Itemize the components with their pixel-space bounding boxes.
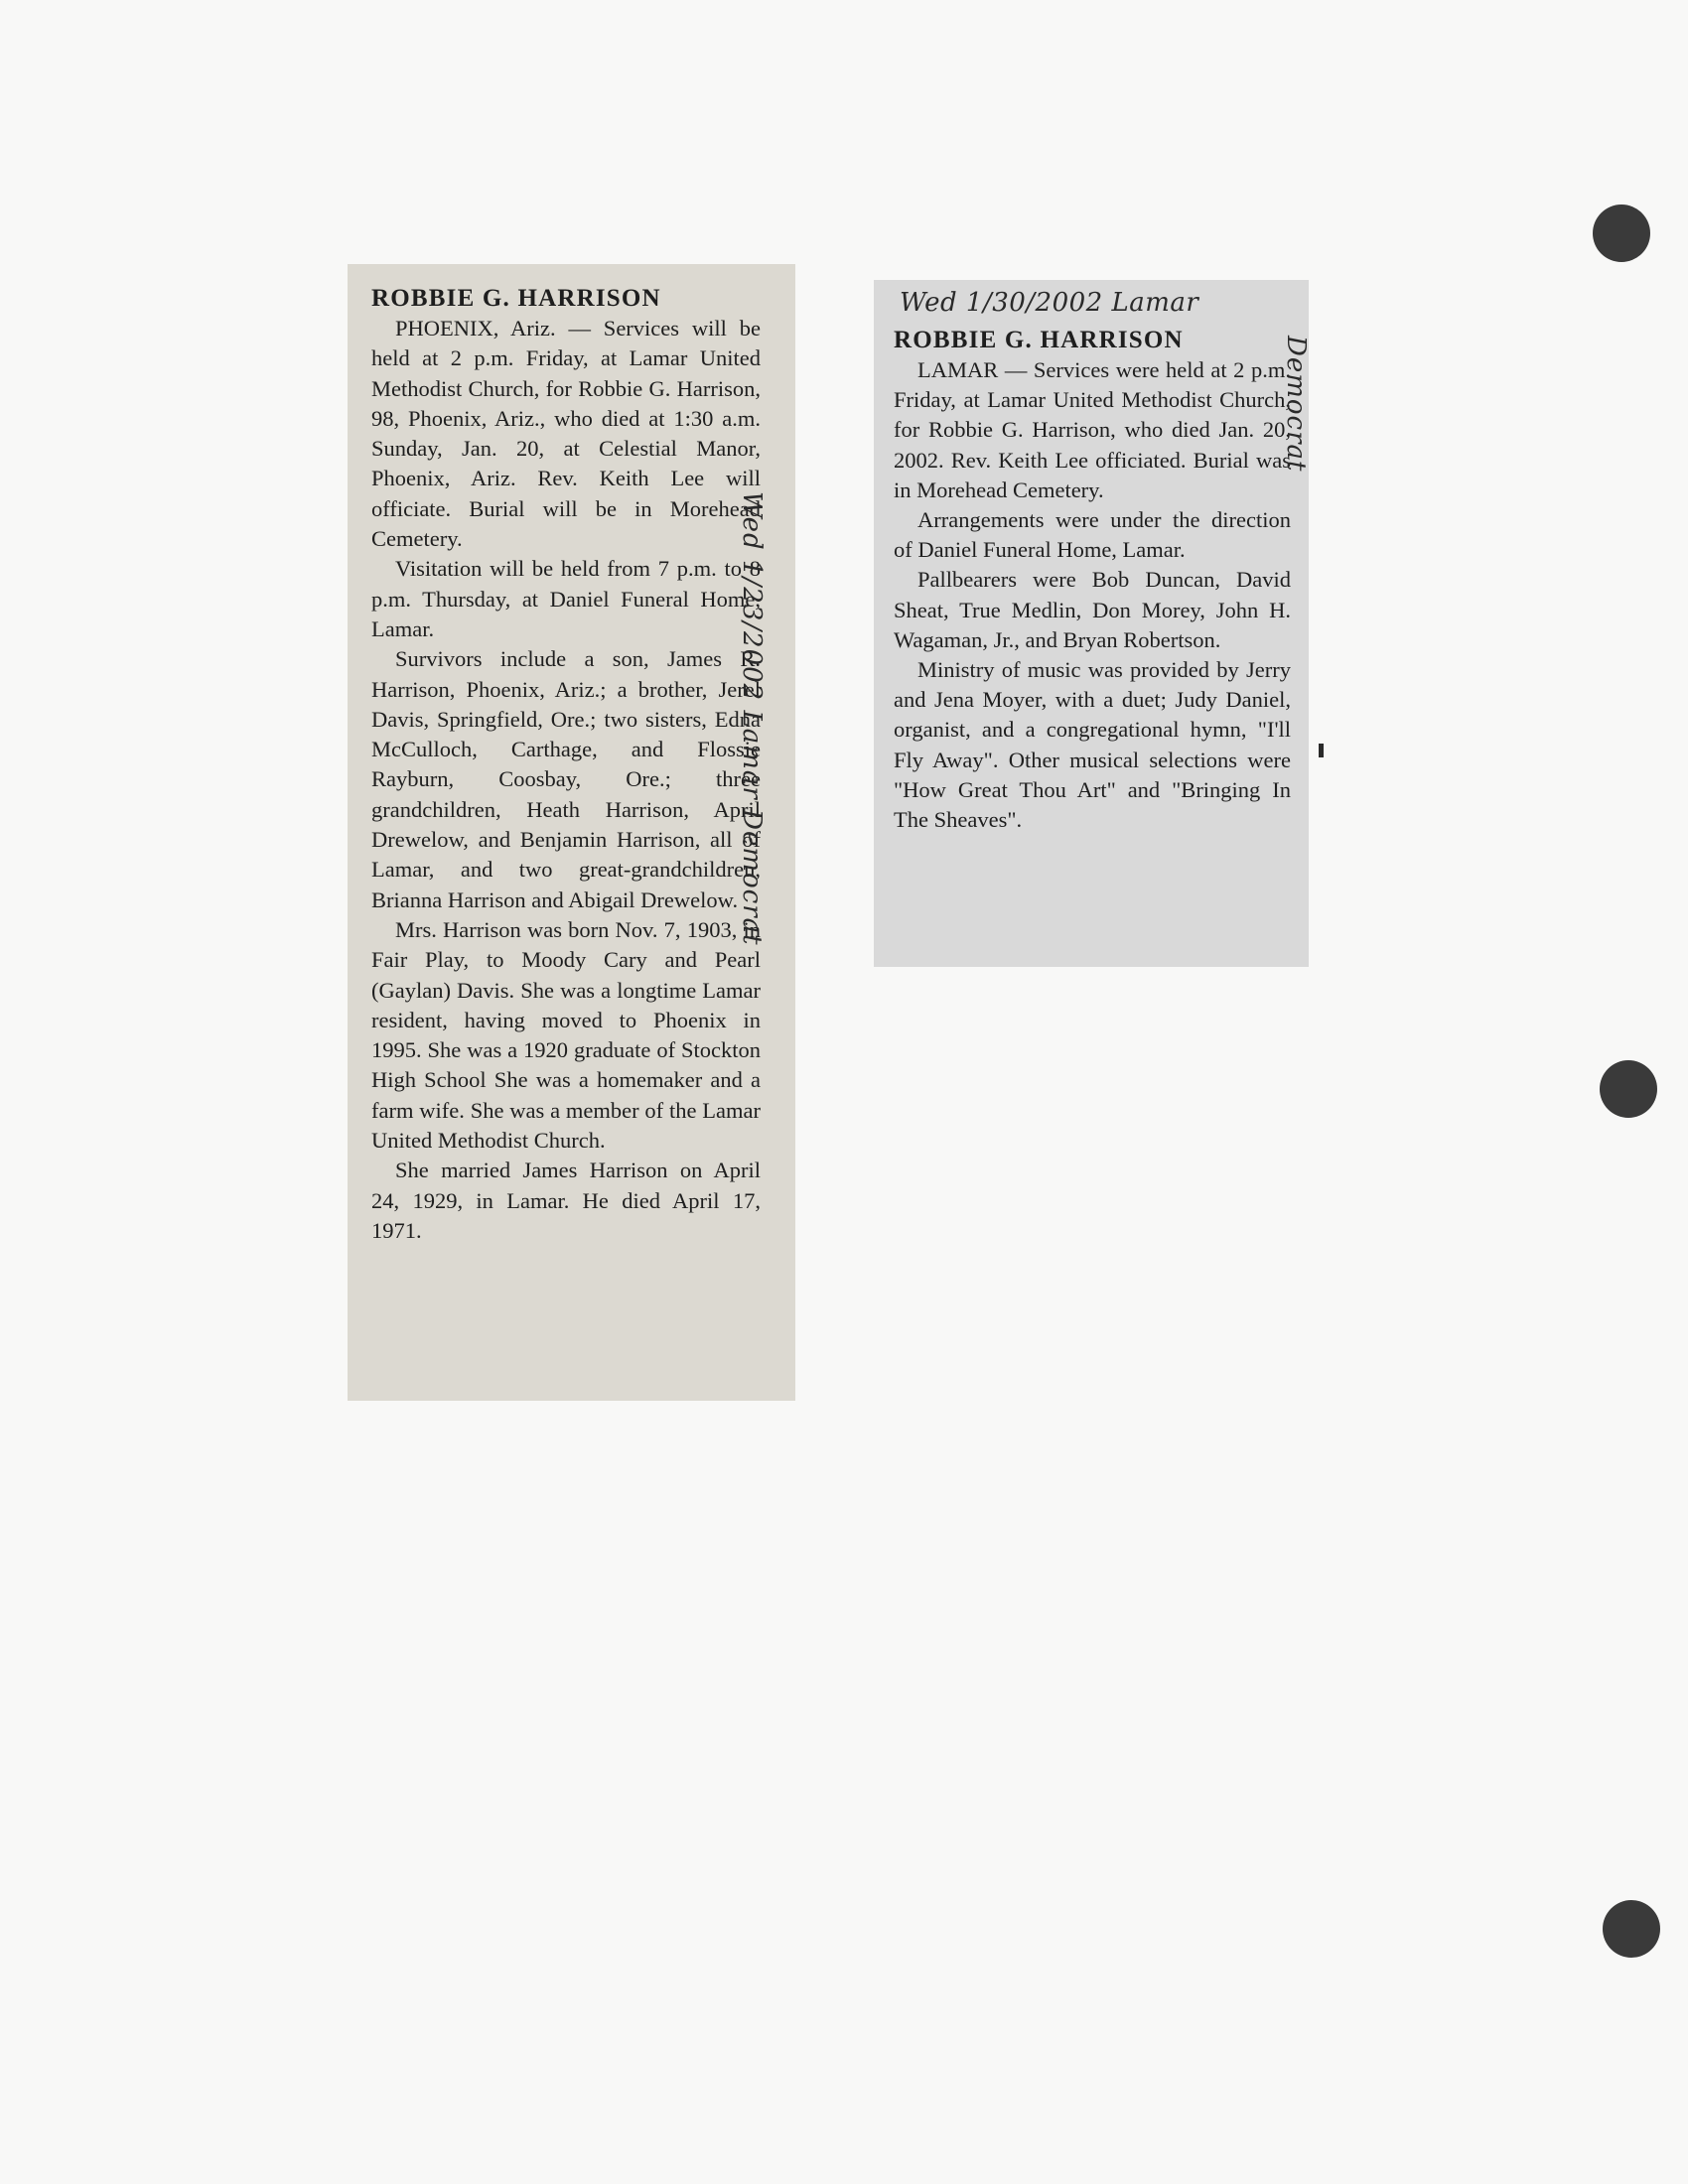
- obituary-clipping-2: [874, 280, 1309, 967]
- clipping-1-paragraph-5: She married James Harrison on April 24, 1929, in Lamar. He died April 17, 1971.: [371, 1158, 761, 1243]
- pen-mark: [1319, 744, 1324, 757]
- clipping-2-paragraph-2: Arrangements were under the direction of Daniel Funeral Home, Lamar.: [894, 507, 1291, 563]
- clipping-2-paragraph-4: Ministry of music was provided by Jerry and Jena Moyer, with a duet; Judy Daniel, organist, and a congregational hymn, "I'll Fly Away". Other musical selections were "How Great Thou Art" and "Bringing In The Sheaves".: [894, 657, 1291, 833]
- clipping-1-paragraph-4: Mrs. Harrison was born Nov. 7, 1903, in Fair Play, to Moody Cary and Pearl (Gaylan) Davis. She was a longtime Lamar resident, having moved to Phoenix in 1995. She was a 1920 graduate of Stockton High School She was a homemaker and a farm wife. She was a member of the Lamar United Methodist Church.: [371, 916, 761, 1154]
- clipping-1-headline: ROBBIE G. HARRISON: [371, 285, 661, 312]
- clipping-2-column: [894, 326, 1291, 835]
- clipping-1-column: [371, 284, 761, 1246]
- binder-hole-top: [1593, 205, 1650, 262]
- clipping-2-paragraph-1: LAMAR — Services were held at 2 p.m. Friday, at Lamar United Methodist Church, for Robbie G. Harrison, who died Jan. 20, 2002. Rev. Keith Lee officiated. Burial was in Morehead Cemetery.: [894, 357, 1291, 502]
- clipping-2-headline: ROBBIE G. HARRISON: [894, 327, 1184, 353]
- clipping-1-paragraph-3: Survivors include a son, James R. Harrison, Phoenix, Ariz.; a brother, Jerel Davis, Springfield, Ore.; two sisters, Edna McCulloch, Carthage, and Flossie Rayburn, Coosbay, Ore.; three grandchildren, Heath Harrison, April Drewelow, and Benjamin Harrison, all of Lamar, and two great-grandchildren, Brianna Harrison and Abigail Drewelow.: [371, 646, 761, 912]
- binder-hole-middle: [1600, 1060, 1657, 1118]
- handwritten-note-source-2: Democrat: [1281, 336, 1311, 473]
- clipping-1-paragraph-1: PHOENIX, Ariz. — Services will be held at 2 p.m. Friday, at Lamar United Methodist Church, for Robbie G. Harrison, 98, Phoenix, Ariz., who died at 1:30 a.m. Sunday, Jan. 20, at Celestial Manor, Phoenix, Ariz. Rev. Keith Lee will officiate. Burial will be in Morehead Cemetery.: [371, 316, 761, 552]
- binder-hole-bottom: [1603, 1900, 1660, 1958]
- handwritten-note-date-source-2: Wed 1/30/2002 Lamar: [900, 288, 1199, 318]
- obituary-clipping-1: [348, 264, 795, 1401]
- handwritten-note-date-source-1: Wed 1/23/2002 Lamar Democrat: [737, 491, 767, 946]
- clipping-1-paragraph-2: Visitation will be held from 7 p.m. to 8 p.m. Thursday, at Daniel Funeral Home, Lamar.: [371, 556, 761, 641]
- clipping-2-paragraph-3: Pallbearers were Bob Duncan, David Sheat, True Medlin, Don Morey, John H. Wagaman, Jr., and Bryan Robertson.: [894, 567, 1291, 652]
